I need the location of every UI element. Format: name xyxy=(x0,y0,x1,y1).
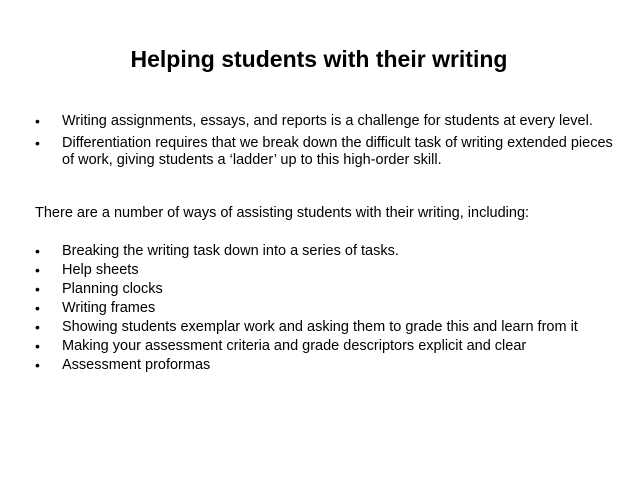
bullet-icon: • xyxy=(35,281,40,297)
bullet-icon: • xyxy=(35,319,40,335)
list-item xyxy=(35,357,620,374)
bullet-text: Help sheets xyxy=(62,262,139,278)
bullet-text: Writing assignments, essays, and reports is a challenge for students at every level. xyxy=(62,113,593,129)
bullet-text: Showing students exemplar work and asking them to grade this and learn from it xyxy=(62,319,578,335)
bullet-text: Planning clocks xyxy=(62,281,163,297)
list-item xyxy=(35,113,620,130)
bullet-icon: • xyxy=(35,113,40,129)
intro-bullet-list xyxy=(35,113,620,174)
bullet-icon: • xyxy=(35,135,40,151)
methods-bullet-list xyxy=(35,243,620,376)
list-item xyxy=(35,300,620,317)
bullet-text: Breaking the writing task down into a series of tasks. xyxy=(62,243,399,259)
list-item xyxy=(35,262,620,279)
bullet-text: Assessment proformas xyxy=(62,357,211,373)
bullet-text: Writing frames xyxy=(62,300,156,316)
bullet-icon: • xyxy=(35,357,40,373)
bullet-text: Making your assessment criteria and grade descriptors explicit and clear xyxy=(62,338,527,354)
bullet-icon: • xyxy=(35,262,40,278)
bullet-icon: • xyxy=(35,300,40,316)
bullet-icon: • xyxy=(35,338,40,354)
list-item xyxy=(35,319,620,336)
bullet-text: Differentiation requires that we break down the difficult task of writing extended pieces of work, giving students a ‘ladder’ up to this high-order skill. xyxy=(62,135,613,168)
list-item xyxy=(35,338,620,355)
list-item xyxy=(35,281,620,298)
list-item xyxy=(35,135,620,169)
intro-paragraph: There are a number of ways of assisting students with their writing, including: xyxy=(35,205,530,221)
bullet-icon: • xyxy=(35,243,40,259)
list-item xyxy=(35,243,620,260)
slide-title: Helping students with their writing xyxy=(130,46,508,72)
